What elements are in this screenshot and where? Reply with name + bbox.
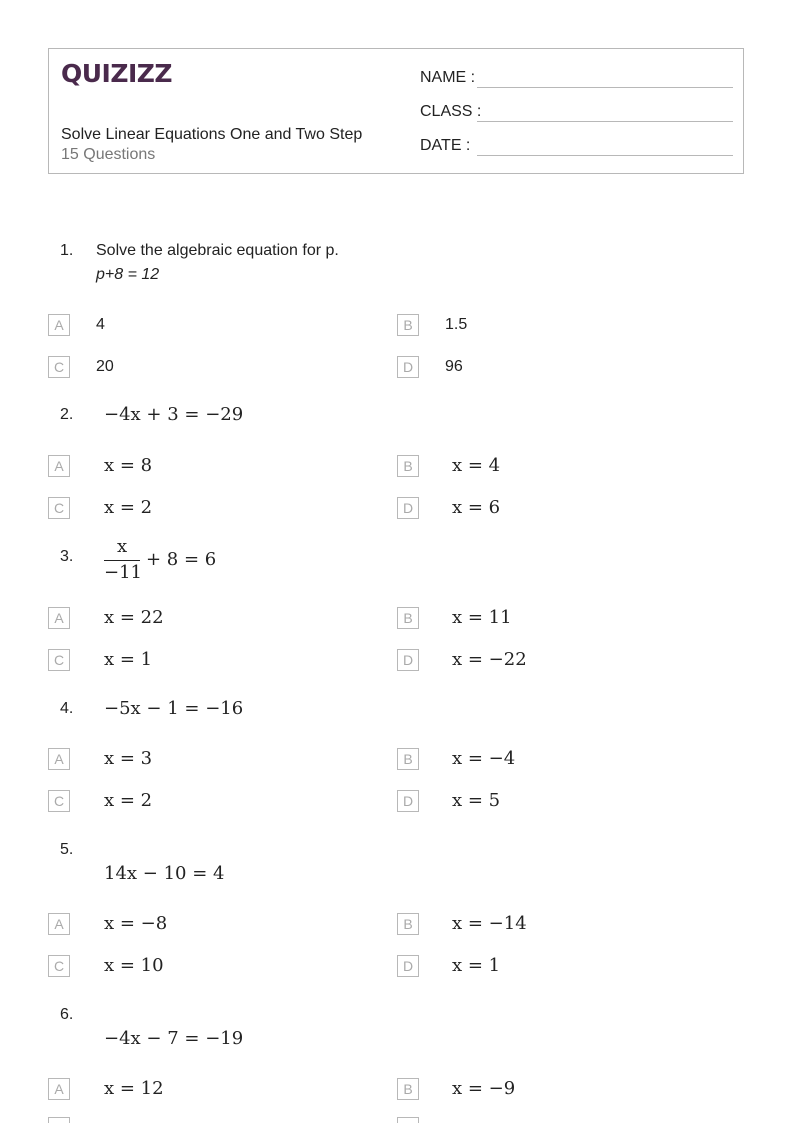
- option-b-text: x = 4: [452, 455, 501, 476]
- option-b-box[interactable]: B: [397, 314, 419, 336]
- option-d-box[interactable]: D: [397, 790, 419, 812]
- option-b-box[interactable]: B: [397, 455, 419, 477]
- option-b-box[interactable]: B: [397, 748, 419, 770]
- question-equation: p+8 = 12: [96, 266, 160, 283]
- question-count: 15 Questions: [61, 146, 156, 163]
- fraction-numerator: x: [117, 536, 128, 557]
- option-a-text: x = −8: [104, 913, 168, 934]
- option-c-box[interactable]: C: [48, 497, 70, 519]
- question-number: 6.: [60, 1006, 74, 1023]
- option-c-text: x = 2: [104, 497, 153, 518]
- question-text: Solve the algebraic equation for p.: [96, 242, 339, 259]
- worksheet-title: Solve Linear Equations One and Two Step: [61, 126, 363, 143]
- question-equation: −4x − 7 = −19: [104, 1028, 244, 1049]
- name-label: NAME :: [420, 69, 476, 86]
- option-d-text: x = 5: [452, 790, 501, 811]
- date-label: DATE :: [420, 137, 471, 154]
- option-c-box[interactable]: C: [48, 356, 70, 378]
- option-c-text: x = 10: [104, 955, 164, 976]
- date-field[interactable]: [420, 137, 470, 155]
- class-label: CLASS :: [420, 103, 482, 120]
- option-b-text: x = −4: [452, 748, 516, 769]
- fraction-rest: + 8 = 6: [146, 549, 217, 570]
- option-d-text: x = −22: [452, 649, 527, 670]
- option-c-text: x = 1: [104, 649, 153, 670]
- option-b-box[interactable]: B: [397, 607, 419, 629]
- option-d-text: x = 6: [452, 497, 501, 518]
- option-a-box[interactable]: A: [48, 748, 70, 770]
- option-a-box[interactable]: A: [48, 314, 70, 336]
- option-c-text: 20: [96, 358, 114, 375]
- option-a-text: 4: [96, 316, 105, 333]
- fraction-denominator: −11: [104, 562, 142, 583]
- worksheet-header: [48, 48, 744, 174]
- name-field[interactable]: [420, 69, 475, 87]
- question-equation: −4x + 3 = −29: [104, 404, 244, 425]
- option-b-text: 1.5: [445, 316, 468, 333]
- option-c-box[interactable]: C: [48, 955, 70, 977]
- option-a-box[interactable]: A: [48, 455, 70, 477]
- option-d-text: 96: [445, 358, 463, 375]
- option-a-box[interactable]: A: [48, 913, 70, 935]
- date-line: [477, 155, 733, 156]
- option-a-box[interactable]: A: [48, 1078, 70, 1100]
- option-d-text: x = 1: [452, 955, 501, 976]
- option-d-box[interactable]: D: [397, 497, 419, 519]
- quizizz-logo: QUIZIZZ: [61, 59, 173, 88]
- question-number: 3.: [60, 548, 74, 565]
- question-number: 1.: [60, 242, 74, 259]
- question-number: 4.: [60, 700, 74, 717]
- option-a-text: x = 8: [104, 455, 153, 476]
- option-b-text: x = 11: [452, 607, 512, 628]
- option-b-box[interactable]: B: [397, 913, 419, 935]
- option-b-box[interactable]: B: [397, 1078, 419, 1100]
- option-c-box-partial[interactable]: [48, 1117, 70, 1123]
- question-number: 5.: [60, 841, 74, 858]
- question-number: 2.: [60, 406, 74, 423]
- name-line: [477, 87, 733, 88]
- question-equation: −5x − 1 = −16: [104, 698, 244, 719]
- fraction-bar: [104, 560, 140, 561]
- option-c-box[interactable]: C: [48, 790, 70, 812]
- question-equation: 14x − 10 = 4: [104, 863, 225, 884]
- class-field[interactable]: [420, 103, 481, 121]
- option-d-box[interactable]: D: [397, 649, 419, 671]
- option-b-text: x = −14: [452, 913, 527, 934]
- option-d-box[interactable]: D: [397, 356, 419, 378]
- option-b-text: x = −9: [452, 1078, 516, 1099]
- option-d-box-partial[interactable]: [397, 1117, 419, 1123]
- option-a-text: x = 12: [104, 1078, 164, 1099]
- class-line: [477, 121, 733, 122]
- option-d-box[interactable]: D: [397, 955, 419, 977]
- option-a-box[interactable]: A: [48, 607, 70, 629]
- option-a-text: x = 3: [104, 748, 153, 769]
- option-c-box[interactable]: C: [48, 649, 70, 671]
- option-a-text: x = 22: [104, 607, 164, 628]
- option-c-text: x = 2: [104, 790, 153, 811]
